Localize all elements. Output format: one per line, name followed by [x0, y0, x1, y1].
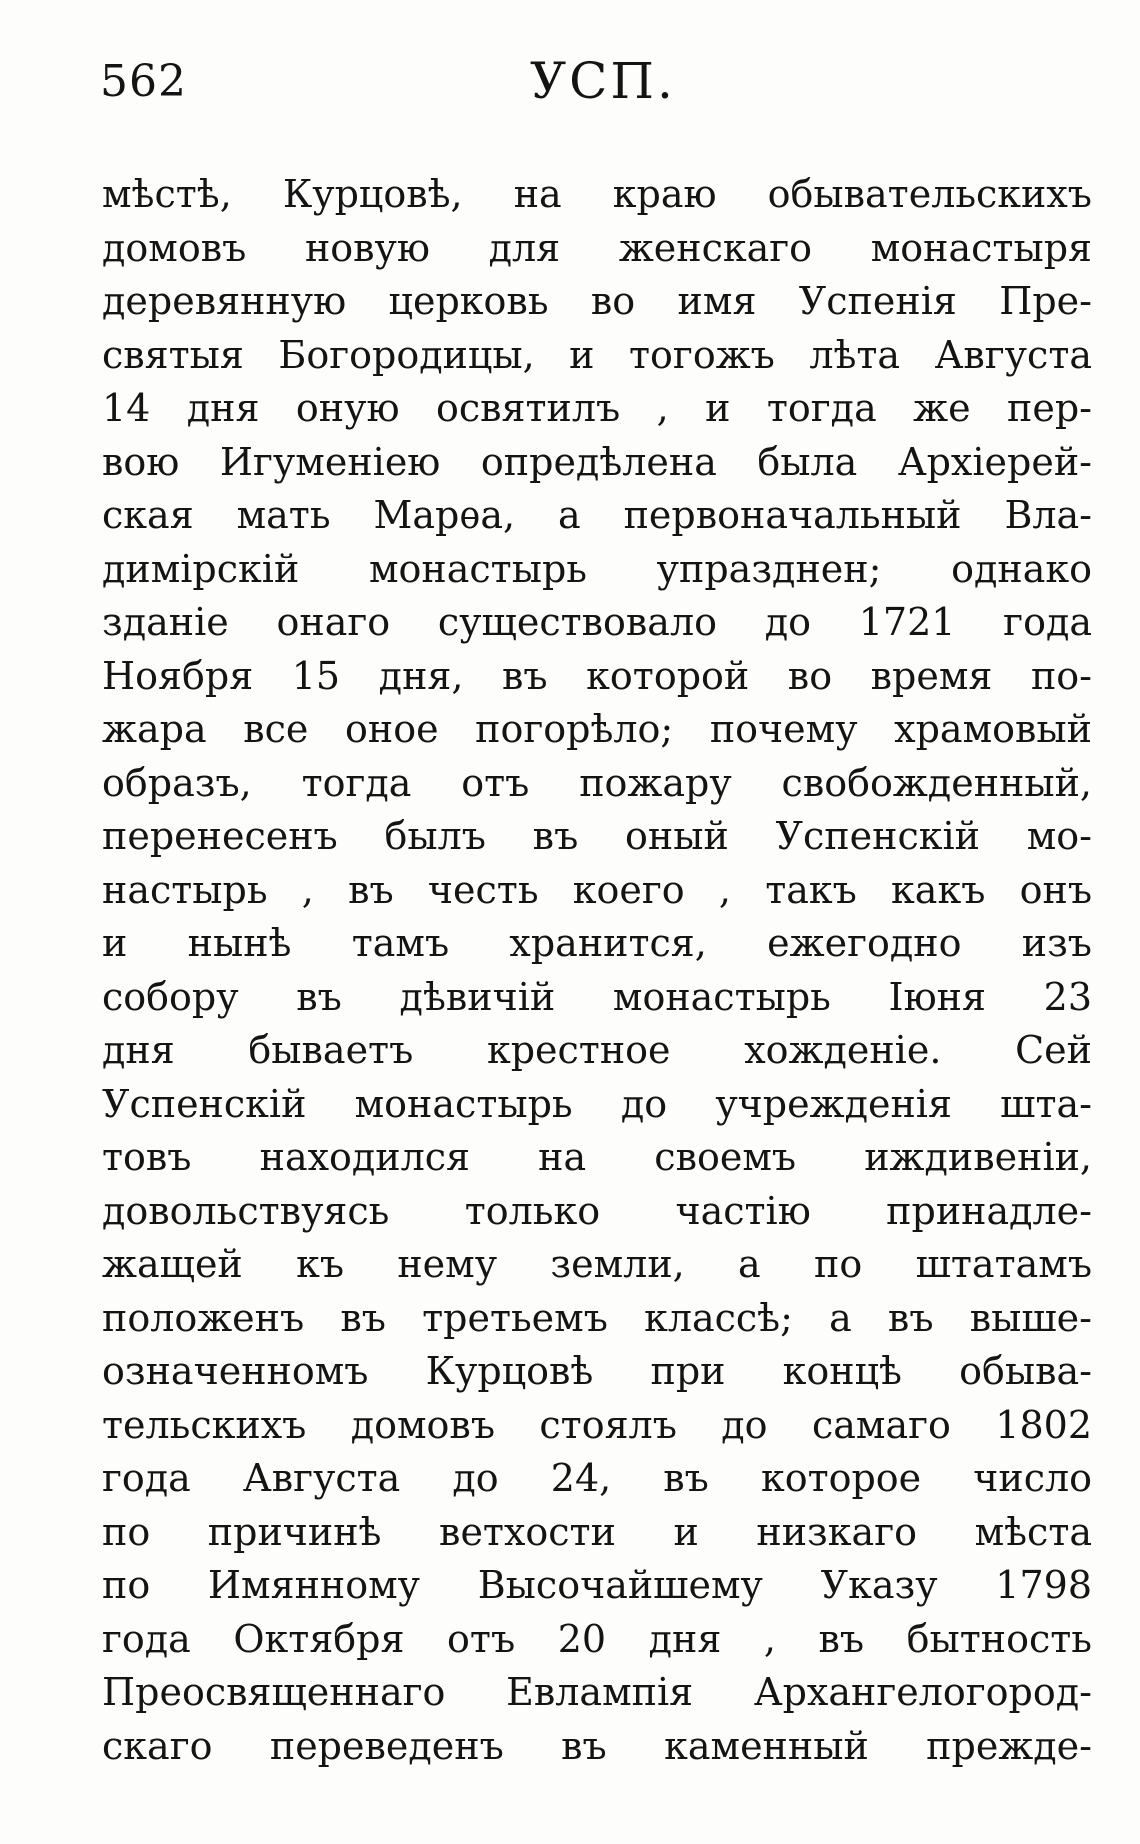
text-line: жащей къ нему земли, а по штатамъ [102, 1242, 1092, 1286]
text-line: перенесенъ былъ въ оный Успенскій мо- [102, 814, 1092, 858]
text-line: года Августа до 24, въ которое число [102, 1456, 1092, 1500]
text-line: по причинѣ ветхости и низкаго мѣста [102, 1509, 1092, 1554]
text-line: довольствуясь только частію принадле- [102, 1188, 1092, 1233]
text-line: и нынѣ тамъ хранится, ежегодно изъ [102, 921, 1092, 965]
text-line: дня бываетъ крестное хожденіе. Сей [102, 1028, 1092, 1072]
page-number: 562 [100, 56, 187, 107]
body-text [102, 168, 1092, 1773]
text-line: зданіе онаго существовало до 1721 года [102, 600, 1092, 644]
text-line: святыя Богородицы, и тогожъ лѣта Августа [102, 332, 1092, 377]
text-line: образъ, тогда отъ пожару свобожденный, [102, 760, 1092, 805]
text-line: вою Игуменіею опредѣлена была Архіерей- [102, 439, 1092, 484]
text-line: положенъ въ третьемъ классѣ; а въ выше- [102, 1295, 1092, 1340]
text-line: года Октября отъ 20 дня , въ бытность [102, 1616, 1092, 1661]
running-head: УСП. [530, 52, 676, 110]
text-line: 14 дня оную освятилъ , и тогда же пер- [102, 386, 1092, 430]
text-line: Успенскій монастырь до учрежденія шта- [102, 1081, 1092, 1126]
text-line: Ноября 15 дня, въ которой во время по- [102, 653, 1092, 698]
text-line: тельскихъ домовъ стоялъ до самаго 1802 [102, 1402, 1092, 1447]
text-line: скаго переведенъ въ каменный прежде- [102, 1723, 1092, 1768]
text-line: означенномъ Курцовѣ при концѣ обыва- [102, 1349, 1092, 1393]
page-header [100, 48, 1090, 118]
text-line: деревянную церковь во имя Успенія Пре- [102, 279, 1092, 323]
text-line: собору въ дѣвичій монастырь Іюня 23 [102, 974, 1092, 1019]
text-line: Преосвященнаго Евлампія Архангелогород- [102, 1670, 1092, 1714]
text-line: по Имянному Высочайшему Указу 1798 [102, 1563, 1092, 1607]
text-line: настырь , въ честь коего , такъ какъ онъ [102, 867, 1092, 912]
text-line: товъ находился на своемъ иждивеніи, [102, 1135, 1092, 1179]
text-line: димірскій монастырь упразднен; однако [102, 546, 1092, 591]
text-line: мѣстѣ, Курцовѣ, на краю обывательскихъ [102, 172, 1092, 216]
text-line: жара все оное погорѣло; почему храмовый [102, 707, 1092, 751]
text-line: ская мать Марѳа, а первоначальный Вла- [102, 493, 1092, 537]
text-line: домовъ новую для женскаго монастыря [102, 225, 1092, 270]
